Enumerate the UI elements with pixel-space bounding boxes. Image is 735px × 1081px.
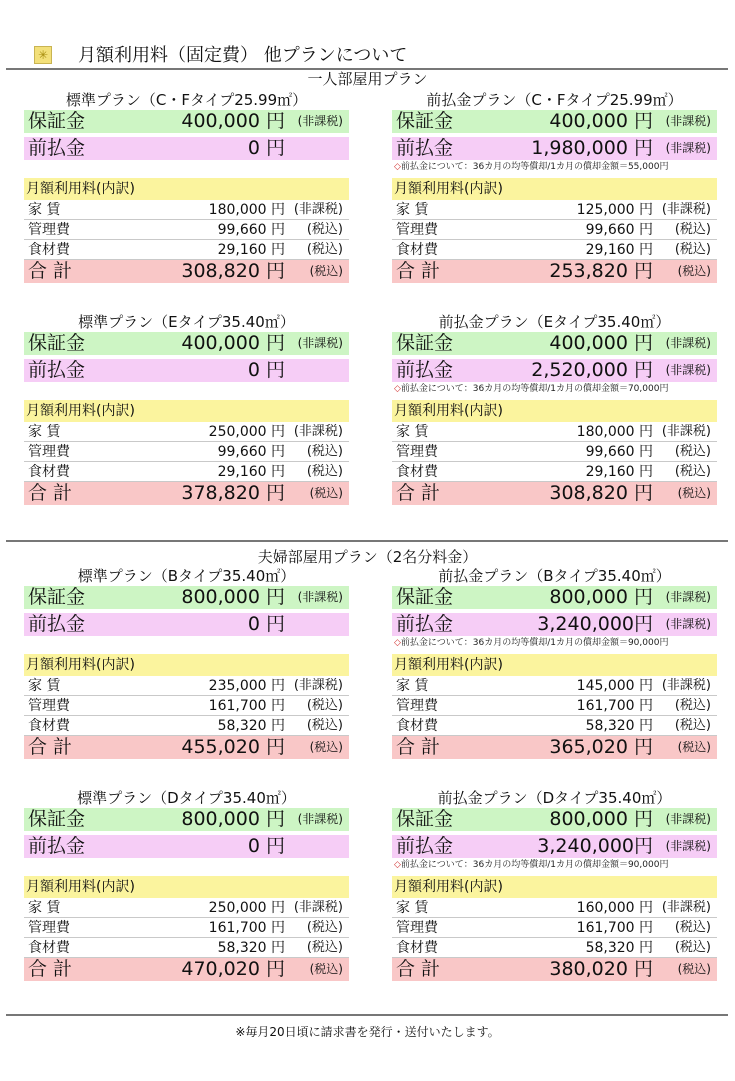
rent-label: 家 賃 <box>28 900 61 916</box>
food-cost-tax: (税込) <box>306 464 343 479</box>
rent-label: 家 賃 <box>396 424 429 440</box>
deposit-amount: 400,000 円 <box>181 110 285 132</box>
rent-tax: (非課税) <box>661 202 711 217</box>
deposit-row <box>392 110 717 133</box>
management-fee-row <box>392 442 717 462</box>
rent-amount: 250,000 円 <box>208 424 285 440</box>
management-fee-tax: (税込) <box>674 444 711 459</box>
diamond-icon: ◇ <box>394 638 401 648</box>
prepaid-note <box>24 382 349 396</box>
management-fee-amount: 161,700 円 <box>576 698 653 714</box>
prepaid-amount: 0 円 <box>247 835 285 857</box>
prepaid-label: 前払金 <box>396 137 454 159</box>
monthly-header: 月額利用料(内訳) <box>24 400 349 422</box>
food-cost-amount: 58,320 円 <box>217 940 285 956</box>
management-fee-label: 管理費 <box>396 920 438 936</box>
plan-title: 標準プラン（Dタイプ35.40㎡） <box>77 789 296 807</box>
deposit-amount: 800,000 円 <box>549 808 653 830</box>
food-cost-label: 食材費 <box>28 464 70 480</box>
management-fee-label: 管理費 <box>396 698 438 714</box>
total-tax: (税込) <box>677 740 711 754</box>
monthly-header: 月額利用料(内訳) <box>24 876 349 898</box>
total-amount: 455,020 円 <box>181 736 285 758</box>
management-fee-label: 管理費 <box>28 444 70 460</box>
total-row <box>392 482 717 505</box>
monthly-header: 月額利用料(内訳) <box>24 654 349 676</box>
rent-amount: 145,000 円 <box>576 678 653 694</box>
deposit-label: 保証金 <box>28 332 86 354</box>
page-title: 月額利用料（固定費） 他プランについて <box>78 45 408 66</box>
rent-row <box>392 898 717 918</box>
prepaid-row <box>392 835 717 858</box>
deposit-row <box>24 808 349 831</box>
food-cost-tax: (税込) <box>674 718 711 733</box>
management-fee-row <box>24 220 349 240</box>
rent-row <box>392 200 717 220</box>
prepaid-note <box>24 160 349 174</box>
deposit-tax: (非課税) <box>665 812 711 826</box>
total-tax: (税込) <box>309 264 343 278</box>
total-label: 合 計 <box>396 260 441 282</box>
total-row <box>392 958 717 981</box>
total-label: 合 計 <box>28 260 73 282</box>
management-fee-row <box>24 442 349 462</box>
monthly-header: 月額利用料(内訳) <box>392 654 717 676</box>
food-cost-row <box>392 462 717 482</box>
plan-title: 前払金プラン（Bタイプ35.40㎡） <box>438 567 671 585</box>
total-tax: (税込) <box>677 962 711 976</box>
food-cost-label: 食材費 <box>28 242 70 258</box>
food-cost-tax: (税込) <box>306 242 343 257</box>
total-row <box>24 958 349 981</box>
food-cost-label: 食材費 <box>396 464 438 480</box>
food-cost-amount: 58,320 円 <box>585 940 653 956</box>
total-row <box>392 260 717 283</box>
food-cost-tax: (税込) <box>674 464 711 479</box>
deposit-amount: 400,000 円 <box>181 332 285 354</box>
food-cost-label: 食材費 <box>28 718 70 734</box>
deposit-tax: (非課税) <box>297 336 343 350</box>
plan-card <box>24 566 349 759</box>
total-amount: 308,820 円 <box>549 482 653 504</box>
prepaid-amount: 1,980,000 円 <box>531 137 653 159</box>
plan-card <box>392 788 717 981</box>
rent-row <box>24 422 349 442</box>
food-cost-tax: (税込) <box>306 718 343 733</box>
food-cost-amount: 29,160 円 <box>585 464 653 480</box>
diamond-icon: ◇ <box>394 860 401 870</box>
prepaid-amount: 0 円 <box>247 359 285 381</box>
total-amount: 253,820 円 <box>549 260 653 282</box>
rent-row <box>24 200 349 220</box>
plan-title: 標準プラン（Eタイプ35.40㎡） <box>78 313 295 331</box>
total-label: 合 計 <box>396 958 441 980</box>
plan-card <box>392 90 717 283</box>
management-fee-tax: (税込) <box>674 222 711 237</box>
management-fee-label: 管理費 <box>396 222 438 238</box>
deposit-row <box>392 586 717 609</box>
rent-label: 家 賃 <box>28 424 61 440</box>
management-fee-row <box>24 918 349 938</box>
total-label: 合 計 <box>396 482 441 504</box>
deposit-label: 保証金 <box>396 586 454 608</box>
management-fee-amount: 99,660 円 <box>585 222 653 238</box>
management-fee-row <box>392 918 717 938</box>
management-fee-row <box>24 696 349 716</box>
deposit-tax: (非課税) <box>665 590 711 604</box>
deposit-label: 保証金 <box>28 586 86 608</box>
prepaid-note-text: 前払金について：36カ月の均等償却/1カ月の償却金額＝90,000円 <box>400 860 669 870</box>
page-header <box>34 44 714 68</box>
deposit-tax: (非課税) <box>297 114 343 128</box>
management-fee-amount: 161,700 円 <box>208 698 285 714</box>
management-fee-amount: 99,660 円 <box>217 222 285 238</box>
rent-tax: (非課税) <box>293 678 343 693</box>
food-cost-label: 食材費 <box>396 718 438 734</box>
total-amount: 470,020 円 <box>181 958 285 980</box>
rent-tax: (非課税) <box>293 424 343 439</box>
prepaid-row <box>392 613 717 636</box>
management-fee-tax: (税込) <box>306 444 343 459</box>
prepaid-note <box>392 858 717 872</box>
prepaid-note-text: 前払金について：36カ月の均等償却/1カ月の償却金額＝55,000円 <box>400 162 669 172</box>
prepaid-row <box>24 137 349 160</box>
food-cost-row <box>392 716 717 736</box>
plan-card <box>392 566 717 759</box>
management-fee-label: 管理費 <box>28 698 70 714</box>
rent-row <box>24 676 349 696</box>
total-amount: 365,020 円 <box>549 736 653 758</box>
management-fee-tax: (税込) <box>306 698 343 713</box>
prepaid-tax: (非課税) <box>665 617 711 631</box>
total-row <box>24 482 349 505</box>
plan-card <box>24 90 349 283</box>
food-cost-label: 食材費 <box>28 940 70 956</box>
prepaid-row <box>24 359 349 382</box>
deposit-amount: 800,000 円 <box>181 808 285 830</box>
management-fee-tax: (税込) <box>674 698 711 713</box>
deposit-row <box>24 586 349 609</box>
prepaid-row <box>24 835 349 858</box>
food-cost-tax: (税込) <box>674 940 711 955</box>
monthly-header: 月額利用料(内訳) <box>392 178 717 200</box>
deposit-row <box>24 332 349 355</box>
rent-tax: (非課税) <box>661 424 711 439</box>
food-cost-label: 食材費 <box>396 940 438 956</box>
rent-tax: (非課税) <box>293 900 343 915</box>
prepaid-label: 前払金 <box>28 613 86 635</box>
prepaid-tax: (非課税) <box>665 141 711 155</box>
total-row <box>392 736 717 759</box>
diamond-icon: ◇ <box>394 384 401 394</box>
food-cost-row <box>24 462 349 482</box>
rent-label: 家 賃 <box>396 900 429 916</box>
divider <box>6 540 728 542</box>
prepaid-note <box>392 636 717 650</box>
rent-amount: 180,000 円 <box>576 424 653 440</box>
prepaid-note <box>392 382 717 396</box>
food-cost-amount: 29,160 円 <box>585 242 653 258</box>
prepaid-note <box>24 636 349 650</box>
sparkle-icon: ✳ <box>34 46 52 64</box>
prepaid-row <box>24 613 349 636</box>
rent-tax: (非課税) <box>293 202 343 217</box>
management-fee-amount: 161,700 円 <box>576 920 653 936</box>
deposit-tax: (非課税) <box>665 114 711 128</box>
plan-title: 標準プラン（Bタイプ35.40㎡） <box>77 567 296 585</box>
deposit-tax: (非課税) <box>665 336 711 350</box>
prepaid-amount: 3,240,000円 <box>537 835 653 857</box>
prepaid-tax: (非課税) <box>665 363 711 377</box>
deposit-label: 保証金 <box>28 808 86 830</box>
plan-card <box>24 788 349 981</box>
management-fee-amount: 99,660 円 <box>585 444 653 460</box>
management-fee-label: 管理費 <box>396 444 438 460</box>
food-cost-amount: 29,160 円 <box>217 242 285 258</box>
food-cost-row <box>24 240 349 260</box>
management-fee-tax: (税込) <box>306 920 343 935</box>
management-fee-label: 管理費 <box>28 222 70 238</box>
deposit-label: 保証金 <box>28 110 86 132</box>
total-tax: (税込) <box>309 486 343 500</box>
food-cost-label: 食材費 <box>396 242 438 258</box>
food-cost-amount: 58,320 円 <box>585 718 653 734</box>
management-fee-amount: 161,700 円 <box>208 920 285 936</box>
total-tax: (税込) <box>677 486 711 500</box>
rent-label: 家 賃 <box>396 678 429 694</box>
prepaid-tax: (非課税) <box>665 839 711 853</box>
deposit-label: 保証金 <box>396 332 454 354</box>
total-row <box>24 260 349 283</box>
deposit-row <box>392 332 717 355</box>
prepaid-label: 前払金 <box>396 359 454 381</box>
section-title-single: 一人部屋用プラン <box>307 70 428 88</box>
prepaid-label: 前払金 <box>28 137 86 159</box>
deposit-label: 保証金 <box>396 808 454 830</box>
management-fee-row <box>392 220 717 240</box>
monthly-header: 月額利用料(内訳) <box>24 178 349 200</box>
prepaid-label: 前払金 <box>28 359 86 381</box>
deposit-row <box>392 808 717 831</box>
total-label: 合 計 <box>28 958 73 980</box>
rent-amount: 235,000 円 <box>208 678 285 694</box>
management-fee-label: 管理費 <box>28 920 70 936</box>
management-fee-amount: 99,660 円 <box>217 444 285 460</box>
monthly-header: 月額利用料(内訳) <box>392 876 717 898</box>
total-tax: (税込) <box>677 264 711 278</box>
monthly-header: 月額利用料(内訳) <box>392 400 717 422</box>
deposit-label: 保証金 <box>396 110 454 132</box>
total-label: 合 計 <box>28 736 73 758</box>
prepaid-row <box>392 359 717 382</box>
plan-title: 前払金プラン（Eタイプ35.40㎡） <box>438 313 671 331</box>
rent-tax: (非課税) <box>661 678 711 693</box>
plan-title: 標準プラン（C・Fタイプ25.99㎡） <box>65 91 308 109</box>
rent-amount: 160,000 円 <box>576 900 653 916</box>
prepaid-label: 前払金 <box>396 613 454 635</box>
prepaid-amount: 0 円 <box>247 137 285 159</box>
rent-label: 家 賃 <box>28 202 61 218</box>
total-tax: (税込) <box>309 740 343 754</box>
footer-note: ※毎月20日頃に請求書を発行・送付いたします。 <box>235 1025 500 1039</box>
prepaid-note <box>24 858 349 872</box>
total-label: 合 計 <box>28 482 73 504</box>
prepaid-label: 前払金 <box>396 835 454 857</box>
deposit-tax: (非課税) <box>297 812 343 826</box>
plan-title: 前払金プラン（C・Fタイプ25.99㎡） <box>426 91 683 109</box>
rent-row <box>392 676 717 696</box>
rent-tax: (非課税) <box>661 900 711 915</box>
prepaid-amount: 3,240,000円 <box>537 613 653 635</box>
section-title-couple: 夫婦部屋用プラン（2名分料金） <box>257 548 478 566</box>
food-cost-tax: (税込) <box>306 940 343 955</box>
deposit-tax: (非課税) <box>297 590 343 604</box>
rent-amount: 125,000 円 <box>576 202 653 218</box>
prepaid-amount: 2,520,000 円 <box>531 359 653 381</box>
food-cost-amount: 58,320 円 <box>217 718 285 734</box>
management-fee-row <box>392 696 717 716</box>
management-fee-tax: (税込) <box>674 920 711 935</box>
rent-row <box>24 898 349 918</box>
prepaid-row <box>392 137 717 160</box>
rent-label: 家 賃 <box>28 678 61 694</box>
deposit-row <box>24 110 349 133</box>
food-cost-amount: 29,160 円 <box>217 464 285 480</box>
total-amount: 308,820 円 <box>181 260 285 282</box>
rent-label: 家 賃 <box>396 202 429 218</box>
deposit-amount: 800,000 円 <box>181 586 285 608</box>
total-label: 合 計 <box>396 736 441 758</box>
prepaid-note <box>392 160 717 174</box>
total-tax: (税込) <box>309 962 343 976</box>
deposit-amount: 400,000 円 <box>549 332 653 354</box>
total-amount: 380,020 円 <box>549 958 653 980</box>
food-cost-tax: (税込) <box>674 242 711 257</box>
rent-amount: 180,000 円 <box>208 202 285 218</box>
prepaid-label: 前払金 <box>28 835 86 857</box>
rent-amount: 250,000 円 <box>208 900 285 916</box>
food-cost-row <box>392 240 717 260</box>
management-fee-tax: (税込) <box>306 222 343 237</box>
divider <box>6 1014 728 1016</box>
plan-card <box>392 312 717 505</box>
plan-title: 前払金プラン（Dタイプ35.40㎡） <box>437 789 672 807</box>
deposit-amount: 800,000 円 <box>549 586 653 608</box>
diamond-icon: ◇ <box>394 162 401 172</box>
food-cost-row <box>392 938 717 958</box>
prepaid-note-text: 前払金について：36カ月の均等償却/1カ月の償却金額＝90,000円 <box>400 638 669 648</box>
total-amount: 378,820 円 <box>181 482 285 504</box>
total-row <box>24 736 349 759</box>
prepaid-amount: 0 円 <box>247 613 285 635</box>
food-cost-row <box>24 938 349 958</box>
deposit-amount: 400,000 円 <box>549 110 653 132</box>
prepaid-note-text: 前払金について：36カ月の均等償却/1カ月の償却金額＝70,000円 <box>400 384 669 394</box>
plan-card <box>24 312 349 505</box>
food-cost-row <box>24 716 349 736</box>
rent-row <box>392 422 717 442</box>
